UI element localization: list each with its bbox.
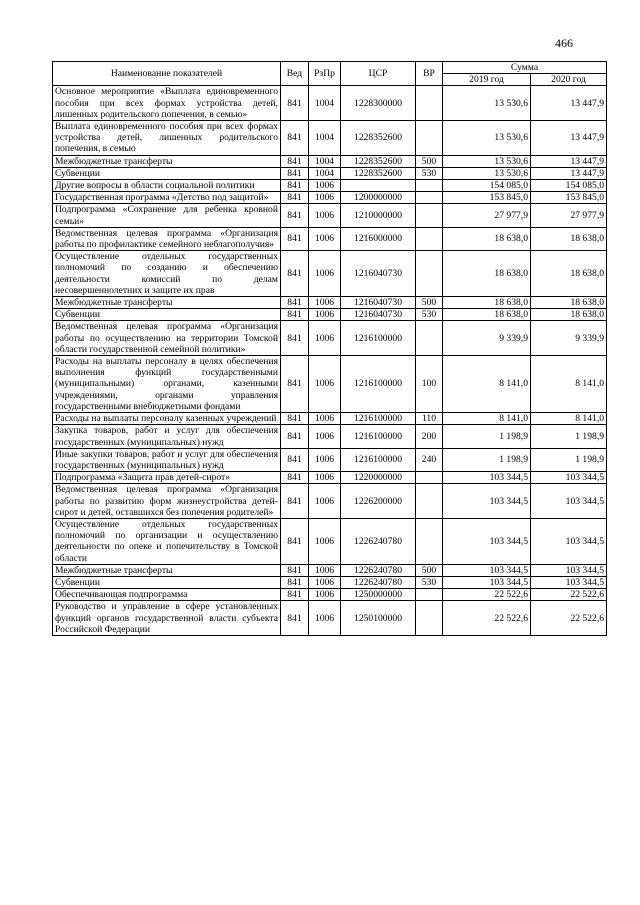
row-name: Руководство и управление в сфере установленных функций органов государственной власти субъекта Российской Федерации — [53, 601, 281, 636]
row-name: Ведомственная целевая программа «Организация работы по развитию форм жизнеустройства детей-сирот и детей, оставшихся без попечения родителей» — [53, 484, 281, 519]
row-csr: 1210000000 — [341, 204, 416, 227]
row-name: Межбюджетные трансферты — [53, 155, 281, 167]
row-rzpr: 1006 — [309, 484, 341, 519]
row-sum-2020: 8 141,0 — [531, 413, 607, 425]
row-csr — [341, 180, 416, 192]
row-vr — [416, 204, 443, 227]
row-csr: 1216040730 — [341, 251, 416, 297]
table-row — [53, 121, 607, 156]
row-csr: 1226240780 — [341, 518, 416, 564]
row-vr — [416, 472, 443, 484]
row-vr — [416, 180, 443, 192]
header-name: Наименование показателей — [53, 62, 281, 86]
row-vr — [416, 518, 443, 564]
row-sum-2020: 22 522,6 — [531, 589, 607, 601]
row-vr — [416, 227, 443, 250]
row-ved: 841 — [281, 155, 309, 167]
row-vr: 500 — [416, 155, 443, 167]
row-name: Обеспечивающая подпрограмма — [53, 589, 281, 601]
table-row — [53, 167, 607, 179]
row-rzpr: 1006 — [309, 192, 341, 204]
row-sum-2020: 9 339,9 — [531, 321, 607, 356]
row-sum-2019: 1 198,9 — [443, 425, 531, 448]
row-name: Межбюджетные трансферты — [53, 297, 281, 309]
table-row — [53, 425, 607, 448]
row-csr: 1200000000 — [341, 192, 416, 204]
row-ved: 841 — [281, 484, 309, 519]
row-ved: 841 — [281, 86, 309, 121]
table-row — [53, 204, 607, 227]
row-vr — [416, 86, 443, 121]
row-rzpr: 1006 — [309, 227, 341, 250]
row-sum-2019: 18 638,0 — [443, 297, 531, 309]
table-row — [53, 192, 607, 204]
row-vr: 240 — [416, 448, 443, 471]
row-ved: 841 — [281, 472, 309, 484]
row-ved: 841 — [281, 180, 309, 192]
row-csr: 1216100000 — [341, 425, 416, 448]
row-name: Субвенции — [53, 309, 281, 321]
row-sum-2019: 103 344,5 — [443, 564, 531, 576]
row-ved: 841 — [281, 576, 309, 588]
row-ved: 841 — [281, 297, 309, 309]
table-row — [53, 518, 607, 564]
row-ved: 841 — [281, 121, 309, 156]
row-ved: 841 — [281, 425, 309, 448]
row-vr: 500 — [416, 297, 443, 309]
row-rzpr: 1006 — [309, 589, 341, 601]
table-row — [53, 472, 607, 484]
page-number: 466 — [555, 36, 573, 50]
table-row — [53, 601, 607, 636]
row-csr: 1250000000 — [341, 589, 416, 601]
table-row — [53, 413, 607, 425]
row-vr — [416, 589, 443, 601]
header-2020: 2020 год — [531, 74, 607, 86]
header-ved: Вед — [281, 62, 309, 86]
row-name: Межбюджетные трансферты — [53, 564, 281, 576]
row-rzpr: 1006 — [309, 576, 341, 588]
row-name: Осуществление отдельных государственных полномочий по организации и осуществлению деятельности по опеке и попечительству в Томской области — [53, 518, 281, 564]
row-vr — [416, 601, 443, 636]
row-vr: 200 — [416, 425, 443, 448]
row-csr: 1216100000 — [341, 321, 416, 356]
row-ved: 841 — [281, 564, 309, 576]
row-sum-2019: 103 344,5 — [443, 576, 531, 588]
row-sum-2020: 13 447,9 — [531, 155, 607, 167]
row-name: Расходы на выплаты персоналу казенных учреждений — [53, 413, 281, 425]
table-row — [53, 251, 607, 297]
row-rzpr: 1006 — [309, 180, 341, 192]
row-name: Субвенции — [53, 576, 281, 588]
row-csr: 1216040730 — [341, 309, 416, 321]
row-vr: 100 — [416, 356, 443, 413]
row-rzpr: 1006 — [309, 413, 341, 425]
row-sum-2020: 18 638,0 — [531, 227, 607, 250]
row-sum-2019: 103 344,5 — [443, 484, 531, 519]
row-sum-2020: 103 344,5 — [531, 472, 607, 484]
row-rzpr: 1006 — [309, 309, 341, 321]
row-sum-2019: 13 530,6 — [443, 121, 531, 156]
row-csr: 1226240780 — [341, 576, 416, 588]
row-ved: 841 — [281, 251, 309, 297]
row-sum-2019: 22 522,6 — [443, 601, 531, 636]
row-ved: 841 — [281, 227, 309, 250]
row-ved: 841 — [281, 518, 309, 564]
row-sum-2019: 18 638,0 — [443, 309, 531, 321]
row-csr: 1216100000 — [341, 413, 416, 425]
table-row — [53, 321, 607, 356]
row-rzpr: 1004 — [309, 121, 341, 156]
row-csr: 1228300000 — [341, 86, 416, 121]
row-sum-2019: 103 344,5 — [443, 472, 531, 484]
row-rzpr: 1006 — [309, 425, 341, 448]
table-row — [53, 309, 607, 321]
row-rzpr: 1006 — [309, 321, 341, 356]
header-rzpr: РзПр — [309, 62, 341, 86]
row-ved: 841 — [281, 356, 309, 413]
row-ved: 841 — [281, 309, 309, 321]
row-ved: 841 — [281, 192, 309, 204]
row-csr: 1220000000 — [341, 472, 416, 484]
row-csr: 1216100000 — [341, 356, 416, 413]
row-sum-2019: 154 085,0 — [443, 180, 531, 192]
row-vr — [416, 121, 443, 156]
row-vr: 500 — [416, 564, 443, 576]
row-name: Государственная программа «Детство под защитой» — [53, 192, 281, 204]
row-sum-2019: 13 530,6 — [443, 167, 531, 179]
row-vr: 530 — [416, 576, 443, 588]
row-vr: 110 — [416, 413, 443, 425]
row-sum-2020: 103 344,5 — [531, 576, 607, 588]
table-body — [53, 86, 607, 636]
row-csr: 1216000000 — [341, 227, 416, 250]
row-sum-2019: 9 339,9 — [443, 321, 531, 356]
row-csr: 1216040730 — [341, 297, 416, 309]
row-vr: 530 — [416, 167, 443, 179]
row-name: Другие вопросы в области социальной политики — [53, 180, 281, 192]
row-rzpr: 1006 — [309, 472, 341, 484]
row-sum-2019: 22 522,6 — [443, 589, 531, 601]
row-csr: 1216100000 — [341, 448, 416, 471]
row-name: Ведомственная целевая программа «Организация работы по осуществлению на территории Томской области государственной семейной политики» — [53, 321, 281, 356]
header-2019: 2019 год — [443, 74, 531, 86]
row-rzpr: 1004 — [309, 167, 341, 179]
header-csr: ЦСР — [341, 62, 416, 86]
row-csr: 1226200000 — [341, 484, 416, 519]
row-rzpr: 1006 — [309, 204, 341, 227]
row-ved: 841 — [281, 448, 309, 471]
row-sum-2020: 13 447,9 — [531, 121, 607, 156]
row-rzpr: 1004 — [309, 86, 341, 121]
row-sum-2020: 103 344,5 — [531, 564, 607, 576]
row-name: Расходы на выплаты персоналу в целях обеспечения выполнения функций государственными (муниципальными) органами, казенными учреждениями, органами управления государственными внебюджетными фондами — [53, 356, 281, 413]
row-sum-2020: 18 638,0 — [531, 251, 607, 297]
table-row — [53, 86, 607, 121]
row-sum-2019: 13 530,6 — [443, 86, 531, 121]
row-sum-2020: 18 638,0 — [531, 309, 607, 321]
row-rzpr: 1006 — [309, 448, 341, 471]
row-vr — [416, 484, 443, 519]
table-row — [53, 589, 607, 601]
row-rzpr: 1004 — [309, 155, 341, 167]
row-sum-2019: 18 638,0 — [443, 251, 531, 297]
row-name: Подпрограмма «Защита прав детей-сирот» — [53, 472, 281, 484]
table-row — [53, 564, 607, 576]
header-vr: ВР — [416, 62, 443, 86]
row-csr: 1228352600 — [341, 167, 416, 179]
row-sum-2019: 153 845,0 — [443, 192, 531, 204]
row-csr: 1228352600 — [341, 155, 416, 167]
table-row — [53, 448, 607, 471]
row-name: Осуществление отдельных государственных полномочий по созданию и обеспечению деятельности комиссий по делам несовершеннолетних и защите их прав — [53, 251, 281, 297]
row-sum-2019: 8 141,0 — [443, 356, 531, 413]
row-sum-2020: 154 085,0 — [531, 180, 607, 192]
table-row — [53, 227, 607, 250]
table-row — [53, 484, 607, 519]
row-sum-2019: 8 141,0 — [443, 413, 531, 425]
row-vr — [416, 251, 443, 297]
row-rzpr: 1006 — [309, 518, 341, 564]
row-sum-2019: 27 977,9 — [443, 204, 531, 227]
row-name: Ведомственная целевая программа «Организация работы по профилактике семейного неблагополучия» — [53, 227, 281, 250]
row-sum-2020: 1 198,9 — [531, 425, 607, 448]
table-row — [53, 180, 607, 192]
row-sum-2020: 18 638,0 — [531, 297, 607, 309]
row-name: Закупка товаров, работ и услуг для обеспечения государственных (муниципальных) нужд — [53, 425, 281, 448]
row-ved: 841 — [281, 413, 309, 425]
row-name: Основное мероприятие «Выплата единовременного пособия при всех формах устройства детей, лишенных родительского попечения, в семью» — [53, 86, 281, 121]
header-sum: Сумма — [443, 62, 607, 74]
row-sum-2020: 103 344,5 — [531, 518, 607, 564]
row-name: Выплата единовременного пособия при всех формах устройства детей, лишенных родительского попечения, в семью — [53, 121, 281, 156]
row-sum-2020: 13 447,9 — [531, 86, 607, 121]
row-name: Субвенции — [53, 167, 281, 179]
row-sum-2020: 8 141,0 — [531, 356, 607, 413]
row-sum-2019: 103 344,5 — [443, 518, 531, 564]
row-ved: 841 — [281, 589, 309, 601]
table-row — [53, 576, 607, 588]
row-sum-2020: 27 977,9 — [531, 204, 607, 227]
row-sum-2020: 1 198,9 — [531, 448, 607, 471]
row-name: Подпрограмма «Сохранение для ребенка кровной семьи» — [53, 204, 281, 227]
row-name: Иные закупки товаров, работ и услуг для обеспечения государственных (муниципальных) нужд — [53, 448, 281, 471]
row-vr: 530 — [416, 309, 443, 321]
table-row — [53, 356, 607, 413]
row-ved: 841 — [281, 601, 309, 636]
row-ved: 841 — [281, 167, 309, 179]
budget-table — [52, 61, 607, 636]
row-rzpr: 1006 — [309, 356, 341, 413]
row-ved: 841 — [281, 321, 309, 356]
row-csr: 1228352600 — [341, 121, 416, 156]
row-sum-2020: 103 344,5 — [531, 484, 607, 519]
row-vr — [416, 192, 443, 204]
table-row — [53, 297, 607, 309]
row-rzpr: 1006 — [309, 251, 341, 297]
row-csr: 1226240780 — [341, 564, 416, 576]
row-sum-2019: 13 530,6 — [443, 155, 531, 167]
row-sum-2020: 153 845,0 — [531, 192, 607, 204]
table-row — [53, 155, 607, 167]
row-rzpr: 1006 — [309, 297, 341, 309]
row-sum-2019: 1 198,9 — [443, 448, 531, 471]
row-csr: 1250100000 — [341, 601, 416, 636]
row-vr — [416, 321, 443, 356]
row-rzpr: 1006 — [309, 564, 341, 576]
row-sum-2020: 22 522,6 — [531, 601, 607, 636]
row-ved: 841 — [281, 204, 309, 227]
row-sum-2020: 13 447,9 — [531, 167, 607, 179]
row-sum-2019: 18 638,0 — [443, 227, 531, 250]
row-rzpr: 1006 — [309, 601, 341, 636]
